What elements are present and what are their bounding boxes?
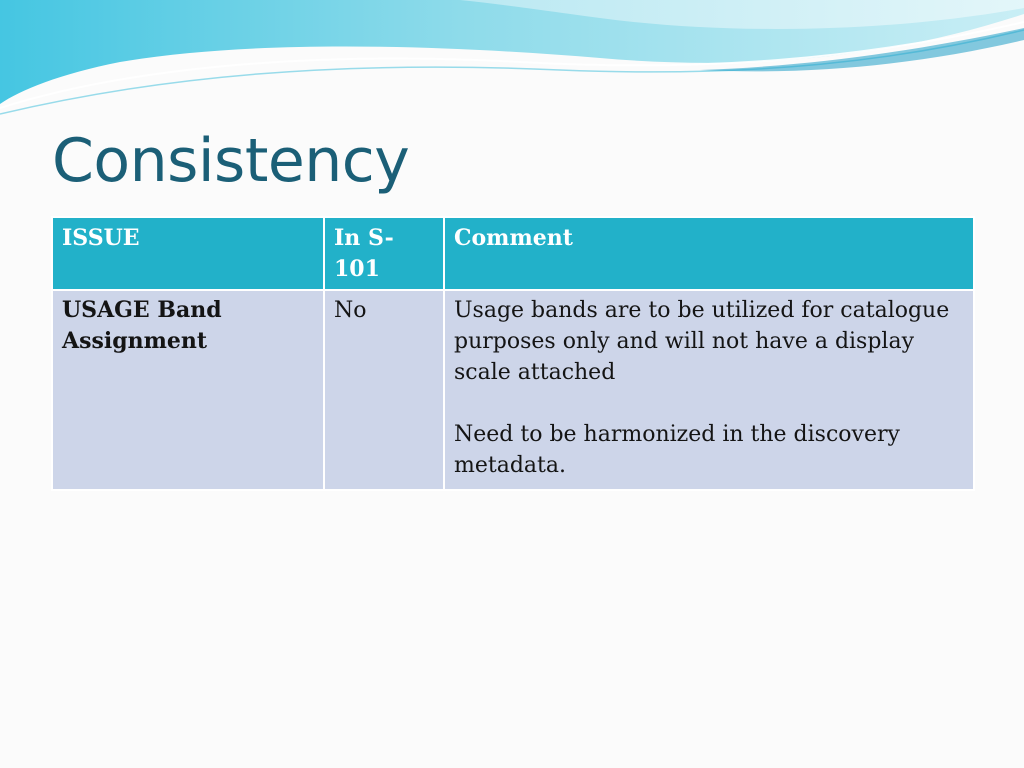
cell-in-s101: No	[324, 290, 444, 490]
comment-paragraph-2: Need to be harmonized in the discovery metadata.	[454, 422, 900, 478]
cell-comment	[444, 290, 974, 490]
issues-table	[51, 216, 975, 491]
table-header-row	[52, 217, 974, 290]
table-row	[52, 290, 974, 490]
header-in-s101: In S-101	[324, 217, 444, 290]
paragraph-gap	[454, 388, 964, 419]
header-comment: Comment	[444, 217, 974, 290]
comment-paragraph-1: Usage bands are to be utilized for catalogue purposes only and will not have a display scale attached	[454, 298, 950, 385]
slide-title: Consistency	[52, 126, 410, 196]
header-wave-decoration	[0, 0, 1024, 120]
header-issue: ISSUE	[52, 217, 324, 290]
cell-issue: USAGE Band Assignment	[52, 290, 324, 490]
